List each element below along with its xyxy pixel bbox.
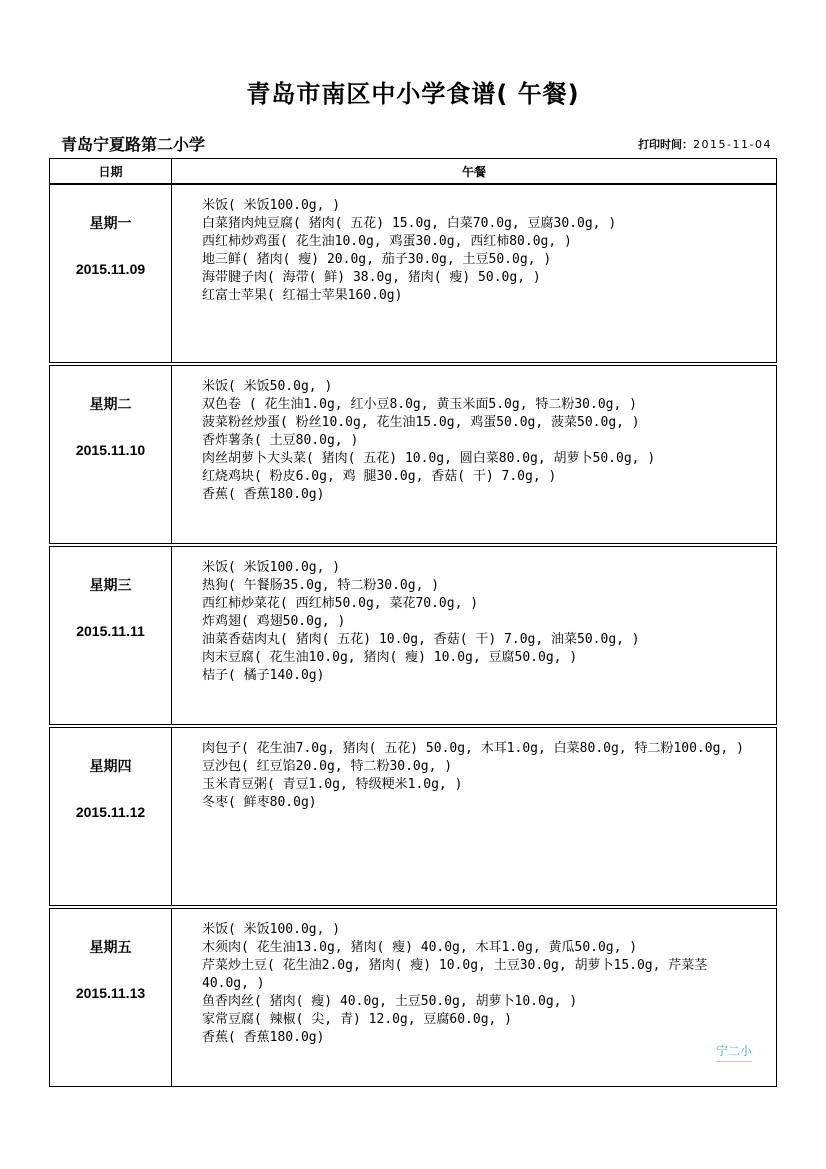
menu-item: 玉米青豆粥( 青豆1.0g, 特级粳米1.0g, ) [202, 777, 463, 792]
day-row-tuesday [49, 365, 777, 544]
menu-item: 热狗( 午餐肠35.0g, 特二粉30.0g, ) [202, 578, 440, 593]
menu-item: 双色卷 ( 花生油1.0g, 红小豆8.0g, 黄玉米面5.0g, 特二粉30.0g, ) [202, 397, 637, 412]
lunch-column-header: 午餐 [172, 159, 777, 184]
school-name: 青岛宁夏路第二小学 [61, 135, 206, 154]
print-time-value: 2015-11-04 [693, 138, 772, 151]
weekday-label: 星期二 [89, 397, 132, 413]
menu-item: 香蕉( 香蕉180.0g) [202, 487, 325, 502]
menu-item: 米饭( 米饭100.0g, ) [202, 922, 341, 937]
date-cell [50, 909, 172, 1086]
menu-item: 西红柿炒菜花( 西红柿50.0g, 菜花70.0g, ) [202, 596, 479, 611]
date-cell [50, 366, 172, 543]
menu-item: 香炸薯条( 土豆80.0g, ) [202, 433, 359, 448]
menu-item: 香蕉( 香蕉180.0g) [202, 1030, 325, 1045]
print-time-label: 打印时间： [638, 138, 694, 151]
school-stamp: 宁二小 [716, 1042, 752, 1062]
menu-cell [172, 547, 776, 724]
menu-item: 肉丝胡萝卜大头菜( 猪肉( 五花) 10.0g, 圆白菜80.0g, 胡萝卜50.0g, ) [202, 451, 656, 466]
menu-item: 菠菜粉丝炒蛋( 粉丝10.0g, 花生油15.0g, 鸡蛋50.0g, 菠菜50.0g, ) [202, 415, 640, 430]
date-cell [50, 185, 172, 362]
weekday-label: 星期五 [89, 940, 132, 956]
menu-cell [172, 909, 776, 1086]
date-label: 2015.11.13 [75, 985, 146, 1001]
menu-cell [172, 366, 776, 543]
menu-item: 木须肉( 花生油13.0g, 猪肉( 瘦) 40.0g, 木耳1.0g, 黄瓜50.0g, ) [202, 940, 638, 955]
page-title: 青岛市南区中小学食谱( 午餐) [246, 80, 580, 108]
day-row-thursday [49, 727, 777, 906]
date-label: 2015.11.12 [75, 804, 146, 820]
menu-item: 炸鸡翅( 鸡翅50.0g, ) [202, 614, 346, 629]
menu-item: 地三鲜( 猪肉( 瘦) 20.0g, 茄子30.0g, 土豆50.0g, ) [202, 252, 552, 267]
date-column-header: 日期 [50, 159, 172, 184]
menu-item: 豆沙包( 红豆馅20.0g, 特二粉30.0g, ) [202, 759, 453, 774]
menu-item: 海带腱子肉( 海带( 鲜) 38.0g, 猪肉( 瘦) 50.0g, ) [202, 270, 541, 285]
day-row-monday [49, 184, 777, 363]
menu-item: 米饭( 米饭100.0g, ) [202, 560, 341, 575]
menu-cell [172, 185, 776, 362]
menu-item: 冬枣( 鲜枣80.0g) [202, 795, 317, 810]
menu-item: 米饭( 米饭100.0g, ) [202, 198, 341, 213]
menu-table-header [49, 158, 777, 184]
menu-item: 油菜香菇肉丸( 猪肉( 五花) 10.0g, 香菇( 干) 7.0g, 油菜50.0g, ) [202, 632, 640, 647]
print-time [638, 136, 772, 152]
day-row-friday [49, 908, 777, 1087]
menu-item: 肉末豆腐( 花生油10.0g, 猪肉( 瘦) 10.0g, 豆腐50.0g, ) [202, 650, 578, 665]
menu-item: 白菜猪肉炖豆腐( 猪肉( 五花) 15.0g, 白菜70.0g, 豆腐30.0g, ) [202, 216, 617, 231]
date-cell [50, 728, 172, 905]
menu-cell [172, 728, 776, 905]
menu-item: 红烧鸡块( 粉皮6.0g, 鸡 腿30.0g, 香菇( 干) 7.0g, ) [202, 469, 557, 484]
weekday-label: 星期一 [89, 216, 132, 232]
menu-item: 芹菜炒土豆( 花生油2.0g, 猪肉( 瘦) 10.0g, 土豆30.0g, 胡萝卜15.0g, 芹菜茎40.0g, ) [202, 958, 708, 991]
menu-item: 家常豆腐( 辣椒( 尖, 青) 12.0g, 豆腐60.0g, ) [202, 1012, 513, 1027]
date-label: 2015.11.09 [75, 261, 146, 277]
menu-item: 红富士苹果( 红福士苹果160.0g) [202, 288, 403, 303]
weekday-label: 星期四 [89, 759, 132, 775]
menu-item: 肉包子( 花生油7.0g, 猪肉( 五花) 50.0g, 木耳1.0g, 白菜80.0g, 特二粉100.0g, ) [202, 741, 744, 756]
menu-item: 西红柿炒鸡蛋( 花生油10.0g, 鸡蛋30.0g, 西红柿80.0g, ) [202, 234, 572, 249]
weekday-label: 星期三 [89, 578, 132, 594]
day-row-wednesday [49, 546, 777, 725]
menu-item: 米饭( 米饭50.0g, ) [202, 379, 333, 394]
menu-item: 桔子( 橘子140.0g) [202, 668, 325, 683]
date-label: 2015.11.11 [76, 623, 145, 639]
date-cell [50, 547, 172, 724]
date-label: 2015.11.10 [75, 442, 146, 458]
menu-item: 鱼香肉丝( 猪肉( 瘦) 40.0g, 土豆50.0g, 胡萝卜10.0g, ) [202, 994, 578, 1009]
